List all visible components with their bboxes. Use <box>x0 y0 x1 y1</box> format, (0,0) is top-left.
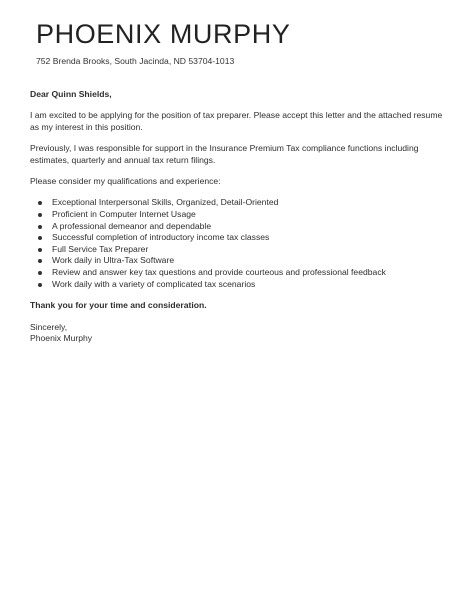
qualifications-list <box>30 197 448 290</box>
list-item: A professional demeanor and dependable <box>44 221 448 233</box>
applicant-name: PHOENIX MURPHY <box>36 19 291 49</box>
thanks-line: Thank you for your time and consideration. <box>30 300 207 311</box>
list-item: Successful completion of introductory income tax classes <box>44 232 448 244</box>
list-item: Work daily with a variety of complicated tax scenarios <box>44 279 448 291</box>
closing: Sincerely, <box>30 321 68 332</box>
list-item: Exceptional Interpersonal Skills, Organized, Detail-Oriented <box>44 197 448 209</box>
paragraph-qualifications-intro: Please consider my qualifications and experience: <box>30 176 221 187</box>
list-item: Full Service Tax Preparer <box>44 244 448 256</box>
salutation: Dear Quinn Shields, <box>30 89 112 99</box>
applicant-address: 752 Brenda Brooks, South Jacinda, ND 53704-1013 <box>36 56 235 66</box>
list-item: Review and answer key tax questions and provide courteous and professional feedback <box>44 267 448 279</box>
paragraph-experience: Previously, I was responsible for support in the Insurance Premium Tax compliance functions including estimates, quarterly and annual tax return filings. <box>30 143 419 165</box>
letter-header <box>36 18 446 67</box>
list-item: Proficient in Computer Internet Usage <box>44 209 448 221</box>
signature-name: Phoenix Murphy <box>30 333 93 343</box>
letter-body <box>30 89 448 354</box>
paragraph-intro: I am excited to be applying for the position of tax preparer. Please accept this letter and the attached resume as my interest in this position. <box>30 110 443 132</box>
list-item: Work daily in Ultra-Tax Software <box>44 255 448 267</box>
